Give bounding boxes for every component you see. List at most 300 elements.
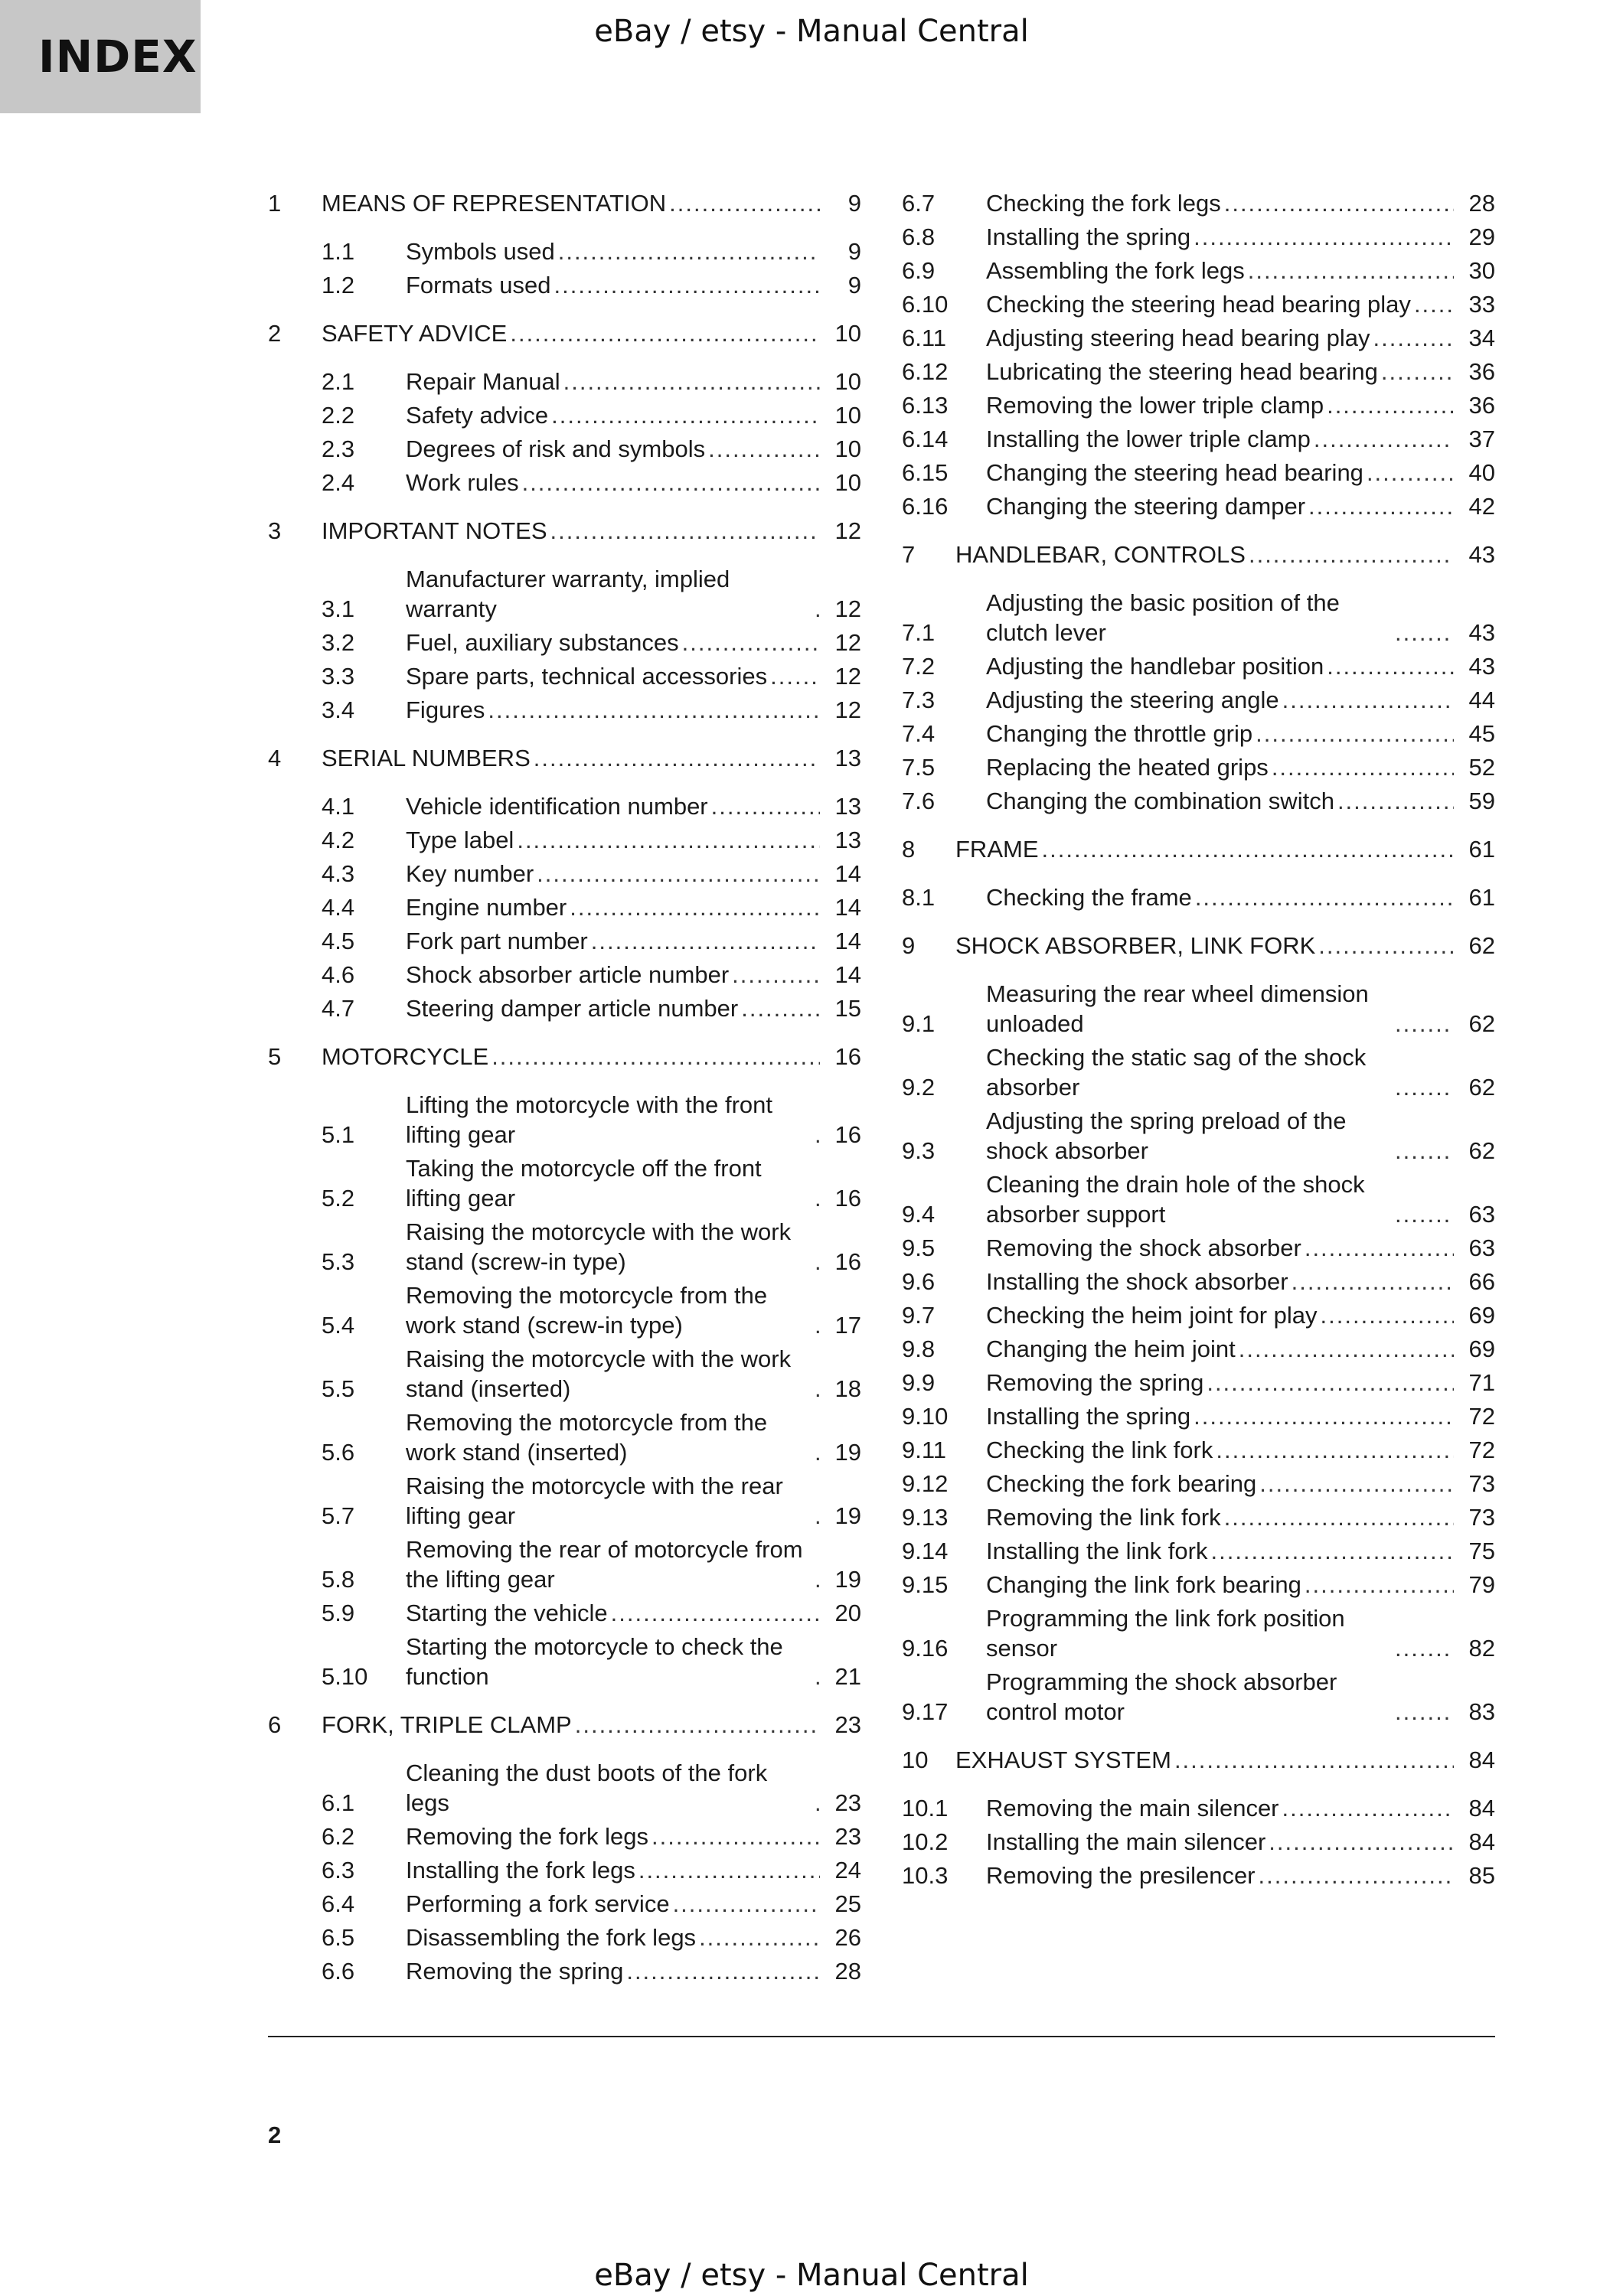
- toc-entry-page: 12: [834, 663, 861, 690]
- toc-entry-title: Adjusting the basic position of the clutch lever: [986, 589, 1340, 646]
- dot-leader: [1337, 786, 1454, 816]
- toc-section-entry[interactable]: [268, 926, 861, 956]
- toc-entry-number: 5.10: [322, 1663, 368, 1690]
- toc-entry-number: 6.6: [322, 1958, 355, 1985]
- toc-entry-number: 4.4: [322, 894, 355, 921]
- toc-entry-page: 19: [834, 1439, 861, 1466]
- toc-section-entry[interactable]: [902, 588, 1495, 647]
- toc-entry-number: 3.3: [322, 663, 355, 690]
- toc-entry-page: 43: [1468, 541, 1495, 568]
- dot-leader: [491, 1042, 820, 1071]
- toc-entry-page: 63: [1468, 1201, 1495, 1228]
- toc-section-entry[interactable]: [268, 1471, 861, 1531]
- toc-section-entry[interactable]: [268, 1923, 861, 1952]
- dot-leader: [570, 892, 820, 922]
- toc-entry-page: 13: [834, 745, 861, 771]
- toc-entry-title: Repair Manual: [406, 368, 560, 395]
- toc-entry-title: Adjusting steering head bearing play: [986, 325, 1370, 351]
- toc-entry-number: 5.6: [322, 1439, 355, 1466]
- toc-entry-title: IMPORTANT NOTES: [322, 517, 547, 544]
- toc-section-entry[interactable]: [268, 993, 861, 1023]
- toc-entry-page: 34: [1468, 325, 1495, 351]
- toc-entry-title-wrap: [986, 1334, 1460, 1364]
- toc-entry-title-wrap: [406, 1956, 826, 1986]
- toc-entry-title: Checking the fork bearing: [986, 1470, 1257, 1497]
- toc-section-entry[interactable]: [902, 1267, 1495, 1296]
- toc-entry-page: 19: [834, 1502, 861, 1529]
- dot-leader: [1318, 931, 1454, 960]
- dot-leader: [558, 236, 820, 266]
- toc-entry-number: 4.2: [322, 827, 355, 853]
- toc-entry-title-wrap: [986, 1267, 1460, 1296]
- toc-entry-page: 30: [1468, 257, 1495, 284]
- toc-section-entry[interactable]: [268, 1534, 861, 1594]
- toc-entry-number: 7.6: [902, 788, 936, 814]
- toc-entry-title-wrap: [955, 931, 1460, 960]
- toc-entry-title-wrap: [406, 661, 826, 691]
- toc-entry-title-wrap: [986, 188, 1460, 218]
- toc-entry-title-wrap: [986, 979, 1460, 1039]
- toc-entry-number: 8: [902, 836, 916, 863]
- dot-leader: [1395, 1136, 1454, 1166]
- toc-chapter-entry[interactable]: [268, 743, 861, 773]
- toc-chapter-entry[interactable]: [902, 540, 1495, 569]
- toc-entry-title-wrap: [322, 188, 826, 218]
- toc-entry-title: Spare parts, technical accessories: [406, 663, 768, 690]
- toc-entry-number: 4.6: [322, 961, 355, 988]
- toc-entry-title: SAFETY ADVICE: [322, 320, 508, 347]
- toc-section-entry[interactable]: [268, 1632, 861, 1691]
- toc-entry-title: Checking the frame: [986, 884, 1192, 911]
- dot-leader: [563, 367, 820, 396]
- toc-section-entry[interactable]: [268, 1889, 861, 1919]
- toc-entry-page: 29: [1468, 223, 1495, 250]
- toc-section-entry[interactable]: [268, 434, 861, 464]
- toc-entry-title: Raising the motorcycle with the rear lifting gear: [406, 1473, 783, 1529]
- toc-entry-number: 5.3: [322, 1248, 355, 1275]
- toc-section-entry[interactable]: [268, 1217, 861, 1277]
- toc-entry-title: Taking the motorcycle off the front lifting gear: [406, 1155, 762, 1212]
- toc-section-entry[interactable]: [902, 491, 1495, 521]
- toc-entry-title-wrap: [986, 1827, 1460, 1857]
- dot-leader: [510, 318, 820, 348]
- toc-section-entry[interactable]: [902, 1368, 1495, 1397]
- toc-section-entry[interactable]: [268, 1153, 861, 1213]
- page-number: 2: [268, 2122, 282, 2148]
- toc-column-left: [268, 188, 861, 1986]
- toc-entry-title-wrap: [406, 960, 826, 990]
- toc-entry-title-wrap: [406, 434, 826, 464]
- toc-section-entry[interactable]: [902, 424, 1495, 454]
- toc-section-entry[interactable]: [268, 236, 861, 266]
- dot-leader: [1269, 1827, 1454, 1857]
- toc-chapter-entry[interactable]: [268, 516, 861, 546]
- toc-entry-title: FRAME: [955, 836, 1039, 863]
- toc-entry-title-wrap: [986, 1300, 1460, 1330]
- dot-leader: [1259, 1469, 1454, 1499]
- toc-section-entry[interactable]: [268, 960, 861, 990]
- toc-section-entry[interactable]: [268, 628, 861, 657]
- toc-entry-number: 9.9: [902, 1369, 936, 1396]
- toc-entry-title: Removing the rear of motorcycle from the lifting gear: [406, 1536, 803, 1593]
- toc-section-entry[interactable]: [902, 1042, 1495, 1102]
- toc-entry-page: 62: [1468, 1074, 1495, 1101]
- toc-entry-title-wrap: [406, 1598, 826, 1628]
- dot-leader: [522, 468, 820, 497]
- toc-entry-title-wrap: [986, 1233, 1460, 1263]
- toc-section-entry[interactable]: [902, 1401, 1495, 1431]
- toc-section-entry[interactable]: [902, 1502, 1495, 1532]
- toc-entry-page: 12: [834, 696, 861, 723]
- toc-entry-title: Removing the spring: [986, 1369, 1204, 1396]
- toc-entry-title: Checking the heim joint for play: [986, 1302, 1318, 1329]
- toc-section-entry[interactable]: [268, 695, 861, 725]
- index-tab-label: INDEX: [38, 31, 198, 83]
- toc-entry-title-wrap: [406, 628, 826, 657]
- toc-entry-title: Checking the steering head bearing play: [986, 291, 1411, 318]
- toc-chapter-entry[interactable]: [902, 931, 1495, 960]
- toc-section-entry[interactable]: [902, 752, 1495, 782]
- toc-entry-page: 16: [834, 1121, 861, 1148]
- toc-entry-number: 10.2: [902, 1828, 949, 1855]
- toc-entry-title-wrap: [986, 1570, 1460, 1600]
- toc-section-entry[interactable]: [902, 1603, 1495, 1663]
- toc-entry-title-wrap: [986, 491, 1460, 521]
- toc-entry-number: 6.16: [902, 493, 949, 520]
- toc-entry-page: 24: [834, 1857, 861, 1883]
- dot-leader: [1174, 1745, 1454, 1775]
- toc-entry-title: Changing the heim joint: [986, 1336, 1236, 1362]
- toc-entry-title-wrap: [406, 1758, 826, 1818]
- toc-section-entry[interactable]: [268, 400, 861, 430]
- toc-section-entry[interactable]: [268, 661, 861, 691]
- toc-entry-number: 2.2: [322, 402, 355, 429]
- toc-section-entry[interactable]: [268, 270, 861, 300]
- toc-entry-title: Removing the presilencer: [986, 1862, 1256, 1889]
- dot-leader: [815, 1120, 820, 1150]
- dot-leader: [1194, 222, 1454, 252]
- toc-entry-page: 72: [1468, 1403, 1495, 1430]
- toc-entry-title: Fuel, auxiliary substances: [406, 629, 679, 656]
- dot-leader: [815, 1662, 820, 1691]
- toc-section-entry[interactable]: [902, 1667, 1495, 1727]
- toc-entry-page: 71: [1468, 1369, 1495, 1396]
- dot-leader: [815, 1437, 820, 1467]
- dot-leader: [682, 628, 820, 657]
- toc-section-entry[interactable]: [902, 1233, 1495, 1263]
- toc-entry-page: 14: [834, 860, 861, 887]
- toc-entry-title: Figures: [406, 696, 485, 723]
- toc-chapter-entry[interactable]: [902, 1745, 1495, 1775]
- dot-leader: [1395, 1199, 1454, 1229]
- toc-entry-page: 12: [834, 517, 861, 544]
- toc-entry-number: 5.1: [322, 1121, 355, 1148]
- toc-entry-page: 45: [1468, 720, 1495, 747]
- toc-entry-title: Installing the link fork: [986, 1538, 1208, 1564]
- toc-entry-page: 13: [834, 827, 861, 853]
- toc-entry-title-wrap: [406, 1632, 826, 1691]
- dot-leader: [550, 516, 820, 546]
- toc-entry-title: Removing the fork legs: [406, 1823, 649, 1850]
- toc-entry-title-wrap: [322, 318, 826, 348]
- toc-entry-title-wrap: [406, 1153, 826, 1213]
- dot-leader: [732, 960, 820, 990]
- toc-entry-number: 6.7: [902, 190, 936, 217]
- toc-entry-title: Changing the steering damper: [986, 493, 1306, 520]
- toc-section-entry[interactable]: [268, 1344, 861, 1404]
- toc-entry-title-wrap: [322, 1710, 826, 1740]
- dot-leader: [1210, 1536, 1454, 1566]
- toc-entry-number: 5.9: [322, 1600, 355, 1626]
- toc-entry-number: 5.5: [322, 1375, 355, 1402]
- toc-section-entry[interactable]: [268, 825, 861, 855]
- toc-section-entry[interactable]: [902, 1536, 1495, 1566]
- toc-entry-title-wrap: [986, 786, 1460, 816]
- toc-section-entry[interactable]: [902, 1793, 1495, 1823]
- toc-section-entry[interactable]: [268, 791, 861, 821]
- toc-entry-page: 9: [847, 272, 861, 298]
- toc-entry-number: 5.4: [322, 1312, 355, 1339]
- dot-leader: [1381, 357, 1454, 386]
- toc-entry-page: 63: [1468, 1234, 1495, 1261]
- toc-section-entry[interactable]: [268, 892, 861, 922]
- toc-entry-title: Installing the fork legs: [406, 1857, 635, 1883]
- toc-entry-title-wrap: [986, 1401, 1460, 1431]
- toc-section-entry[interactable]: [902, 222, 1495, 252]
- toc-entry-page: 21: [834, 1663, 861, 1690]
- dot-leader: [1305, 1233, 1454, 1263]
- dot-leader: [1216, 1435, 1454, 1465]
- toc-section-entry[interactable]: [268, 564, 861, 624]
- toc-entry-title-wrap: [406, 1280, 826, 1340]
- toc-section-entry[interactable]: [902, 458, 1495, 488]
- toc-entry-page: 79: [1468, 1571, 1495, 1598]
- toc-entry-number: 3.2: [322, 629, 355, 656]
- toc-section-entry[interactable]: [268, 1956, 861, 1986]
- toc-chapter-entry[interactable]: [902, 834, 1495, 864]
- toc-entry-page: 10: [834, 368, 861, 395]
- toc-entry-number: 9.17: [902, 1698, 949, 1725]
- toc-entry-number: 5: [268, 1043, 282, 1070]
- toc-entry-page: 69: [1468, 1302, 1495, 1329]
- toc-chapter-entry[interactable]: [268, 1042, 861, 1071]
- toc-section-entry[interactable]: [902, 786, 1495, 816]
- dot-leader: [1292, 1267, 1454, 1296]
- toc-entry-title: FORK, TRIPLE CLAMP: [322, 1711, 572, 1738]
- toc-section-entry[interactable]: [902, 1169, 1495, 1229]
- toc-section-entry[interactable]: [268, 367, 861, 396]
- dot-leader: [673, 1889, 820, 1919]
- toc-section-entry[interactable]: [268, 859, 861, 889]
- toc-entry-page: 44: [1468, 687, 1495, 713]
- toc-entry-page: 16: [834, 1043, 861, 1070]
- toc-entry-title-wrap: [986, 1536, 1460, 1566]
- toc-entry-page: 40: [1468, 459, 1495, 486]
- dot-leader: [611, 1598, 820, 1628]
- toc-section-entry[interactable]: [902, 882, 1495, 912]
- toc-entry-title: Programming the link fork position sensor: [986, 1605, 1345, 1662]
- dot-leader: [1248, 256, 1454, 285]
- dot-leader: [591, 926, 820, 956]
- toc-section-entry[interactable]: [902, 1300, 1495, 1330]
- toc-entry-number: 10.3: [902, 1862, 949, 1889]
- toc-entry-title-wrap: [406, 993, 826, 1023]
- toc-entry-number: 6.5: [322, 1924, 355, 1951]
- toc-entry-title-wrap: [406, 1090, 826, 1150]
- toc-section-entry[interactable]: [268, 1855, 861, 1885]
- toc-entry-number: 9.16: [902, 1635, 949, 1662]
- toc-entry-title: Vehicle identification number: [406, 793, 708, 820]
- toc-entry-number: 6.14: [902, 426, 949, 452]
- toc-entry-title: Installing the shock absorber: [986, 1268, 1288, 1295]
- toc-section-entry[interactable]: [268, 1280, 861, 1340]
- toc-entry-page: 61: [1468, 836, 1495, 863]
- toc-section-entry[interactable]: [902, 1861, 1495, 1890]
- toc-entry-number: 10.1: [902, 1795, 949, 1821]
- toc-section-entry[interactable]: [902, 1106, 1495, 1166]
- dot-leader: [1259, 1861, 1454, 1890]
- toc-section-entry[interactable]: [902, 979, 1495, 1039]
- toc-entry-title: Starting the vehicle: [406, 1600, 608, 1626]
- dot-leader: [517, 825, 820, 855]
- toc-entry-page: 10: [834, 435, 861, 462]
- toc-section-entry[interactable]: [268, 1821, 861, 1851]
- toc-entry-number: 6: [268, 1711, 282, 1738]
- toc-entry-title: SERIAL NUMBERS: [322, 745, 531, 771]
- toc-section-entry[interactable]: [902, 289, 1495, 319]
- toc-entry-title-wrap: [406, 859, 826, 889]
- toc-section-entry[interactable]: [902, 651, 1495, 681]
- dot-leader: [1395, 1697, 1454, 1727]
- toc-entry-page: 62: [1468, 1137, 1495, 1164]
- toc-chapter-entry[interactable]: [268, 318, 861, 348]
- toc-section-entry[interactable]: [268, 468, 861, 497]
- toc-chapter-entry[interactable]: [268, 1710, 861, 1740]
- toc-section-entry[interactable]: [902, 1435, 1495, 1465]
- toc-section-entry[interactable]: [902, 1827, 1495, 1857]
- toc-entry-number: 9.1: [902, 1010, 936, 1037]
- dot-leader: [1327, 390, 1454, 420]
- toc-entry-number: 6.11: [902, 325, 947, 351]
- toc-entry-number: 1.1: [322, 238, 355, 265]
- toc-entry-title-wrap: [406, 1407, 826, 1467]
- toc-entry-page: 62: [1468, 1010, 1495, 1037]
- toc-entry-title: Cleaning the drain hole of the shock absorber support: [986, 1171, 1365, 1228]
- dot-leader: [1207, 1368, 1454, 1397]
- toc-section-entry[interactable]: [902, 256, 1495, 285]
- dot-leader: [815, 1501, 820, 1531]
- toc-entry-number: 9.15: [902, 1571, 949, 1598]
- toc-section-entry[interactable]: [902, 1334, 1495, 1364]
- toc-entry-title-wrap: [986, 357, 1460, 386]
- toc-entry-number: 7.3: [902, 687, 936, 713]
- dot-leader: [1314, 424, 1454, 454]
- toc-entry-number: 9.11: [902, 1437, 947, 1463]
- toc-entry-title: Shock absorber article number: [406, 961, 730, 988]
- toc-entry-title: Raising the motorcycle with the work stand (screw-in type): [406, 1218, 792, 1275]
- toc-entry-number: 7.2: [902, 653, 936, 680]
- toc-entry-title: Removing the spring: [406, 1958, 624, 1985]
- toc-entry-number: 3.4: [322, 696, 355, 723]
- toc-section-entry[interactable]: [268, 1407, 861, 1467]
- toc-section-entry[interactable]: [902, 390, 1495, 420]
- toc-entry-title-wrap: [406, 1217, 826, 1277]
- toc-entry-title: Removing the lower triple clamp: [986, 392, 1324, 419]
- toc-section-entry[interactable]: [902, 323, 1495, 353]
- toc-section-entry[interactable]: [902, 1570, 1495, 1600]
- toc-entry-title-wrap: [406, 564, 826, 624]
- toc-entry-title: Work rules: [406, 469, 519, 496]
- toc-section-entry[interactable]: [902, 685, 1495, 715]
- toc-entry-number: 9.10: [902, 1403, 949, 1430]
- toc-entry-title: Disassembling the fork legs: [406, 1924, 697, 1951]
- toc-entry-page: 14: [834, 928, 861, 954]
- toc-entry-number: 2: [268, 320, 282, 347]
- toc-entry-page: 23: [834, 1823, 861, 1850]
- toc-entry-number: 9.3: [902, 1137, 936, 1164]
- toc-section-entry[interactable]: [268, 1758, 861, 1818]
- toc-entry-title-wrap: [406, 791, 826, 821]
- toc-chapter-entry[interactable]: [268, 188, 861, 218]
- toc-section-entry[interactable]: [268, 1598, 861, 1628]
- toc-section-entry[interactable]: [902, 719, 1495, 748]
- toc-entry-number: 7.4: [902, 720, 936, 747]
- toc-entry-number: 4: [268, 745, 282, 771]
- dot-leader: [1395, 1009, 1454, 1039]
- dot-leader: [1367, 458, 1454, 488]
- toc-entry-title-wrap: [986, 222, 1460, 252]
- toc-entry-number: 6.13: [902, 392, 949, 419]
- toc-entry-title: Symbols used: [406, 238, 555, 265]
- toc-entry-number: 2.4: [322, 469, 355, 496]
- watermark-bottom: eBay / etsy - Manual Central: [594, 2258, 1029, 2293]
- toc-entry-page: 36: [1468, 358, 1495, 385]
- dot-leader: [1395, 618, 1454, 647]
- toc-entry-title: HANDLEBAR, CONTROLS: [955, 541, 1246, 568]
- dot-leader: [815, 1374, 820, 1404]
- toc-entry-page: 16: [834, 1248, 861, 1275]
- toc-section-entry[interactable]: [268, 1090, 861, 1150]
- toc-entry-number: 6.15: [902, 459, 949, 486]
- toc-entry-number: 3.1: [322, 595, 355, 622]
- toc-entry-page: 18: [834, 1375, 861, 1402]
- toc-entry-title-wrap: [986, 882, 1460, 912]
- toc-entry-title-wrap: [986, 256, 1460, 285]
- toc-section-entry[interactable]: [902, 188, 1495, 218]
- toc-entry-title-wrap: [986, 685, 1460, 715]
- toc-entry-title-wrap: [986, 458, 1460, 488]
- toc-section-entry[interactable]: [902, 357, 1495, 386]
- toc-entry-title-wrap: [955, 834, 1460, 864]
- toc-entry-page: 66: [1468, 1268, 1495, 1295]
- toc-entry-number: 6.12: [902, 358, 949, 385]
- toc-entry-number: 1: [268, 190, 282, 217]
- toc-entry-number: 6.2: [322, 1823, 355, 1850]
- toc-entry-title-wrap: [406, 236, 826, 266]
- watermark-top: eBay / etsy - Manual Central: [594, 14, 1029, 49]
- toc-entry-title-wrap: [406, 270, 826, 300]
- toc-entry-title-wrap: [406, 892, 826, 922]
- toc-entry-title-wrap: [322, 743, 826, 773]
- dot-leader: [1308, 491, 1454, 521]
- toc-entry-title-wrap: [986, 1368, 1460, 1397]
- toc-entry-page: 43: [1468, 653, 1495, 680]
- toc-entry-number: 9.4: [902, 1201, 936, 1228]
- dot-leader: [1305, 1570, 1454, 1600]
- dot-leader: [1395, 1633, 1454, 1663]
- toc-section-entry[interactable]: [902, 1469, 1495, 1499]
- toc-entry-title-wrap: [986, 390, 1460, 420]
